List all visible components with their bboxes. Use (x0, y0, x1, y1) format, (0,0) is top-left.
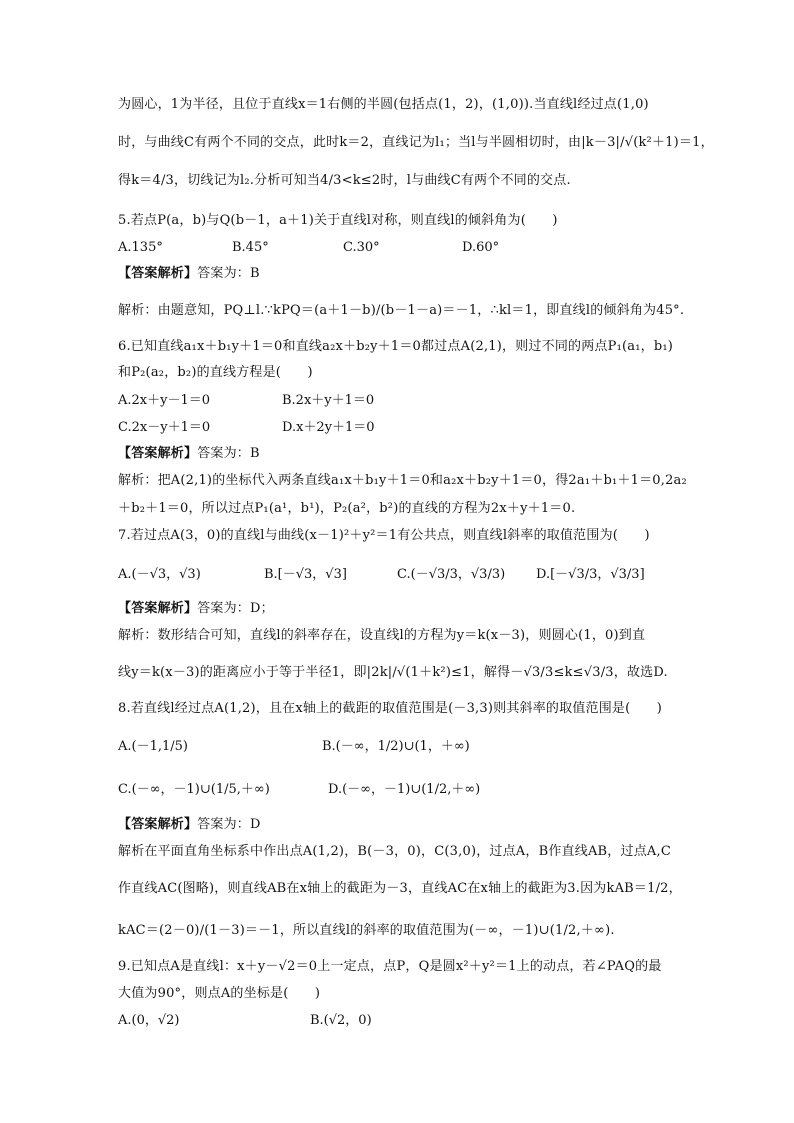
question-9-stem: 大值为90°，则点A的坐标是( ) (118, 986, 321, 1001)
option-b: B.(√2，0) (310, 1013, 372, 1028)
answer-tag: 【答案解析】 (118, 817, 198, 832)
answer-tag: 【答案解析】 (118, 266, 198, 281)
question-9-stem: 9.已知点A是直线l：x＋y－√2＝0上一定点，点P，Q是圆x²＋y²＝1上的动点，若∠PAQ的最 (118, 959, 662, 974)
answer-value: 答案为：B (197, 446, 260, 461)
option-c: C.(－∞，－1)∪(1/5,＋∞) (118, 782, 270, 797)
question-7-stem: 7.若过点A(3，0)的直线l与曲线(x－1)²＋y²＝1有公共点，则直线l斜率的取值范围为( ) (118, 528, 650, 543)
option-a: A.2x＋y－1＝0 (118, 393, 211, 408)
solution-text: 线y＝k(x－3)的距离应小于等于半径1，即|2k|/√(1＋k²)≤1，解得－√3/3≤k≤√3/3，故选D. (118, 665, 668, 680)
answer-value: 答案为：D (197, 817, 261, 832)
answer-tag: 【答案解析】 (118, 446, 198, 461)
answer-value: 答案为：B (197, 266, 260, 281)
question-6-stem: 和P₂(a₂，b₂)的直线方程是( ) (118, 365, 313, 380)
solution-text: 解析：由题意知，PQ⊥l.∵kPQ＝(a＋1－b)/(b－1－a)＝－1，∴kl＝1，即直线l的倾斜角为45°. (118, 303, 685, 318)
text-line: 时，与曲线C有两个不同的交点，此时k＝2，直线记为l₁；当l与半圆相切时，由|k－3|/√(k²＋1)＝1， (118, 135, 714, 150)
option-d: D.(－∞，－1)∪(1/2,＋∞) (328, 782, 481, 797)
option-b: B.(－∞，1/2)∪(1，＋∞) (322, 739, 470, 754)
answer-heading (118, 265, 260, 283)
solution-text: 解析在平面直角坐标系中作出点A(1,2)，B(－3，0)，C(3,0)，过点A，B作直线AB，过点A,C (118, 844, 671, 859)
option-d: D.60° (462, 240, 500, 255)
text-line: 为圆心，1为半径，且位于直线x＝1右侧的半圆(包括点(1，2)，(1,0)).当直线l经过点(1,0) (118, 97, 649, 112)
option-a: A.(0，√2) (118, 1013, 180, 1028)
solution-text: kAC＝(2－0)/(1－3)＝－1，所以直线l的斜率的取值范围为(－∞，－1)∪(1/2,＋∞). (118, 923, 615, 938)
answer-heading (118, 816, 261, 834)
question-6-stem: 6.已知直线a₁x＋b₁y＋1＝0和直线a₂x＋b₂y＋1＝0都过点A(2,1)，则过不同的两点P₁(a₁，b₁) (118, 339, 674, 354)
solution-text: 解析：数形结合可知，直线l的斜率存在，设直线l的方程为y＝k(x－3)，则圆心(1，0)到直 (118, 628, 646, 643)
option-d: D.[－√3/3，√3/3] (536, 567, 645, 582)
option-d: D.x＋2y＋1＝0 (282, 420, 375, 435)
text-line: 得k＝4/3，切线记为l₂.分析可知当4/3<k≤2时，l与曲线C有两个不同的交点. (118, 173, 571, 188)
answer-value: 答案为：D； (197, 601, 274, 616)
option-a: A.(－1,1/5) (118, 739, 188, 754)
solution-text: ＋b₂＋1＝0，所以过点P₁(a¹，b¹)，P₂(a²，b²)的直线的方程为2x＋y＋1＝0. (118, 501, 576, 516)
answer-tag: 【答案解析】 (118, 601, 198, 616)
solution-text: 解析：把A(2,1)的坐标代入两条直线a₁x＋b₁y＋1＝0和a₂x＋b₂y＋1＝0，得2a₁＋b₁＋1＝0,2a₂ (118, 473, 687, 488)
answer-heading (118, 600, 274, 618)
question-5-stem: 5.若点P(a，b)与Q(b－1，a＋1)关于直线l对称，则直线l的倾斜角为( ) (118, 213, 558, 228)
option-c: C.2x－y＋1＝0 (118, 420, 211, 435)
solution-text: 作直线AC(图略)，则直线AB在x轴上的截距为－3，直线AC在x轴上的截距为3.因为kAB＝1/2， (118, 881, 682, 896)
option-c: C.30° (343, 240, 380, 255)
option-a: A.135° (118, 240, 163, 255)
answer-heading (118, 445, 260, 463)
option-b: B.[－√3，√3] (264, 567, 347, 582)
option-b: B.2x＋y＋1＝0 (282, 393, 375, 408)
option-a: A.(－√3，√3) (118, 567, 201, 582)
question-8-stem: 8.若直线l经过点A(1,2)，且在x轴上的截距的取值范围是(－3,3)则其斜率的取值范围是( ) (118, 701, 663, 716)
option-c: C.(－√3/3，√3/3) (397, 567, 506, 582)
option-b: B.45° (232, 240, 269, 255)
